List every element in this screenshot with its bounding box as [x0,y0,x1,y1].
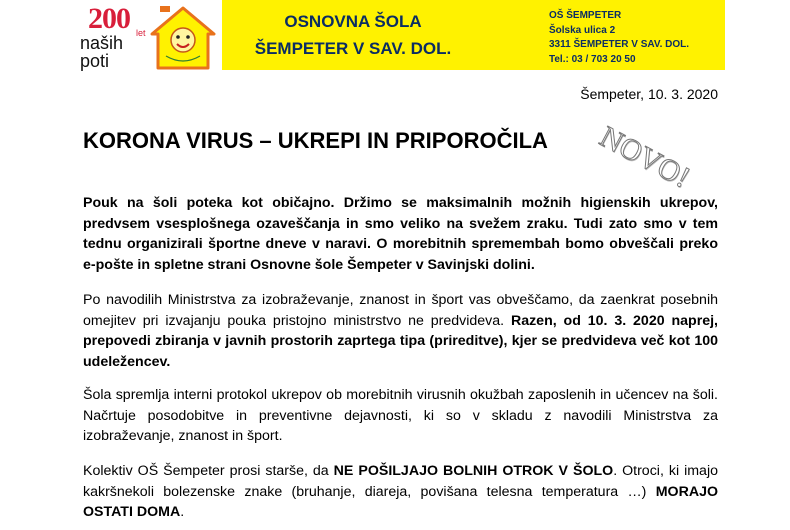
document-title: KORONA VIRUS – UKREPI IN PRIPOROČILA [83,128,548,153]
logo-text-line2: poti [80,51,110,71]
contact-street: Šolska ulica 2 [549,24,616,36]
place-date: Šempeter, 10. 3. 2020 [580,86,718,102]
logo-unit: let [136,28,146,38]
contact-block [549,9,689,67]
logo-number: 200 [88,2,130,35]
paragraph-2-emphasis: Razen, od 10. 3. 2020 naprej, prepovedi zbiranja v javnih prostorih zaprtega tipa (prireditve), kjer se predvideva več kot 100 udeležencev. [83,312,718,370]
school-name-line1: OSNOVNA ŠOLA [284,12,422,31]
paragraph-3: Šola spremlja interni protokol ukrepov ob morebitnih virusnih okužbah zaposlenih in učencev na šoli. Načrtuje posodobitve in preventivne dejavnosti, ki so v skladu z navodili Ministrstva za izobraževanje, znanost in šport. [83,387,718,445]
paragraph-4-emphasis-b: MORAJO OSTATI DOMA [83,483,718,521]
paragraph-4-text-b: . Otroci, ki imajo kakršnekoli bolezenske znake (bruhanje, diareja, povišana telesna temperatura …) [83,463,718,500]
paragraph-4 [83,461,718,523]
new-stamp: NOVO! [594,120,696,195]
paragraph-2 [83,290,718,372]
paragraph-4-emphasis-a: NE POŠILJAJO BOLNIH OTROK V ŠOLO [333,463,614,479]
contact-city: 3311 ŠEMPETER V SAV. DOL. [549,39,690,50]
paragraph-4-text-c: . [180,504,185,521]
school-name-line2: ŠEMPETER V SAV. DOL. [254,39,452,58]
paragraph-4-text-a: Kolektiv OŠ Šempeter prosi starše, da [83,463,334,479]
logo-text-line1: naših [80,33,124,53]
contact-phone: Tel.: 03 / 703 20 50 [549,53,636,65]
school-logo [78,4,218,74]
house-icon [148,4,218,72]
contact-name: OŠ ŠEMPETER [549,10,622,21]
paragraph-2-text: Po navodilih Ministrstva za izobraževanje, znanost in šport vas obveščamo, da zaenkrat posebnih omejitev pri izvajanju pouka pristojno ministrstvo ne predvideva. [83,292,718,329]
header-banner [222,0,725,70]
school-name [222,8,484,62]
paragraph-1: Pouk na šoli poteka kot običajno. Držimo se maksimalnih možnih higienskih ukrepov, predvsem vsesplošnega ozaveščanja in smo veliko na svežem zraku. Tudi zato smo v tem tednu organizirali športne dneve v naravi. O morebitnih spremembah bomo obveščali preko e-pošte in spletne strani Osnovne šole Šempeter v Savinjski dolini. [83,195,718,273]
